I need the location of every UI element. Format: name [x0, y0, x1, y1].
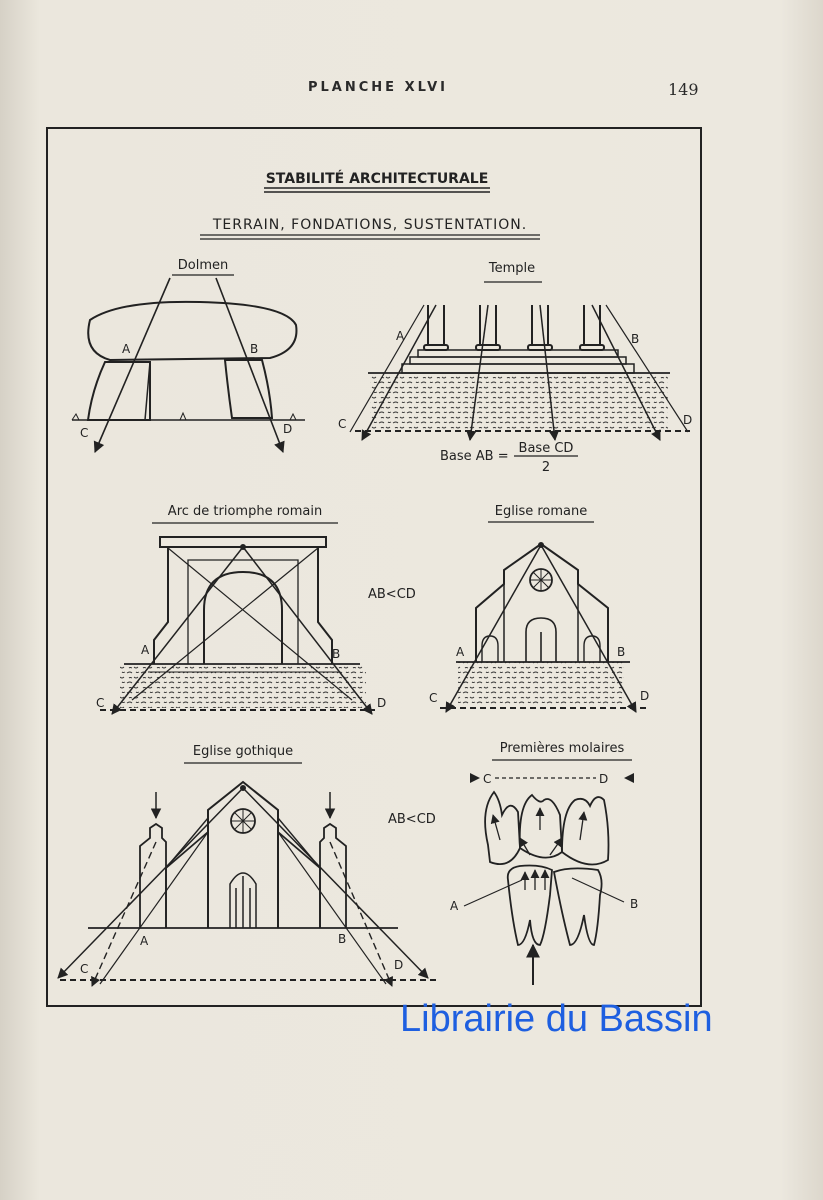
temple-formula-numerator: Base CD	[518, 441, 574, 456]
romane-title: Eglise romane	[494, 504, 588, 519]
arc-label-b: B	[332, 647, 341, 661]
molaires-label-a: A	[450, 899, 459, 913]
gothique-label-d: D	[394, 958, 404, 972]
page-number: 149	[668, 80, 699, 99]
romane-label-a: A	[456, 645, 465, 659]
arc-figure	[96, 504, 386, 714]
temple-formula-left: Base AB =	[440, 449, 509, 464]
arc-label-c: C	[96, 696, 105, 710]
dolmen-figure	[72, 258, 305, 452]
romane-label-b: B	[617, 645, 626, 659]
arc-label-d: D	[377, 696, 387, 710]
temple-label-a: A	[396, 329, 405, 343]
dolmen-label-d: D	[283, 422, 293, 436]
dolmen-label-c: C	[80, 426, 89, 440]
molaires-label-b: B	[630, 897, 639, 911]
temple-figure	[338, 261, 692, 475]
plate-subtitle: TERRAIN, FONDATIONS, SUSTENTATION.	[212, 217, 528, 233]
dolmen-title: Dolmen	[177, 258, 229, 273]
gothique-label-c: C	[80, 962, 89, 976]
arc-title: Arc de triomphe romain	[167, 504, 323, 519]
romane-label-c: C	[429, 691, 438, 705]
temple-label-b: B	[631, 332, 640, 346]
molaires-figure	[450, 741, 638, 985]
arc-label-a: A	[141, 643, 150, 657]
plate-number: PLANCHE XLVI	[308, 80, 448, 95]
gothique-label-b: B	[338, 932, 347, 946]
molaires-label-d: D	[599, 772, 609, 786]
dolmen-label-b: B	[250, 342, 259, 356]
molaires-label-c: C	[483, 772, 492, 786]
molaires-title: Premières molaires	[499, 741, 625, 756]
gothique-figure	[58, 744, 440, 986]
temple-formula-denominator: 2	[541, 460, 551, 475]
relation-label-2: AB<CD	[388, 812, 436, 827]
romane-label-d: D	[640, 689, 650, 703]
temple-title: Temple	[488, 261, 536, 276]
gothique-label-a: A	[140, 934, 149, 948]
temple-label-c: C	[338, 417, 347, 431]
watermark-text: Librairie du Bassin	[400, 998, 713, 1040]
dolmen-label-a: A	[122, 342, 131, 356]
plate-title: STABILITÉ ARCHITECTURALE	[265, 171, 489, 187]
gothique-title: Eglise gothique	[192, 744, 294, 759]
temple-label-d: D	[683, 413, 693, 427]
romane-figure	[429, 504, 650, 712]
relation-label-1: AB<CD	[368, 587, 416, 602]
